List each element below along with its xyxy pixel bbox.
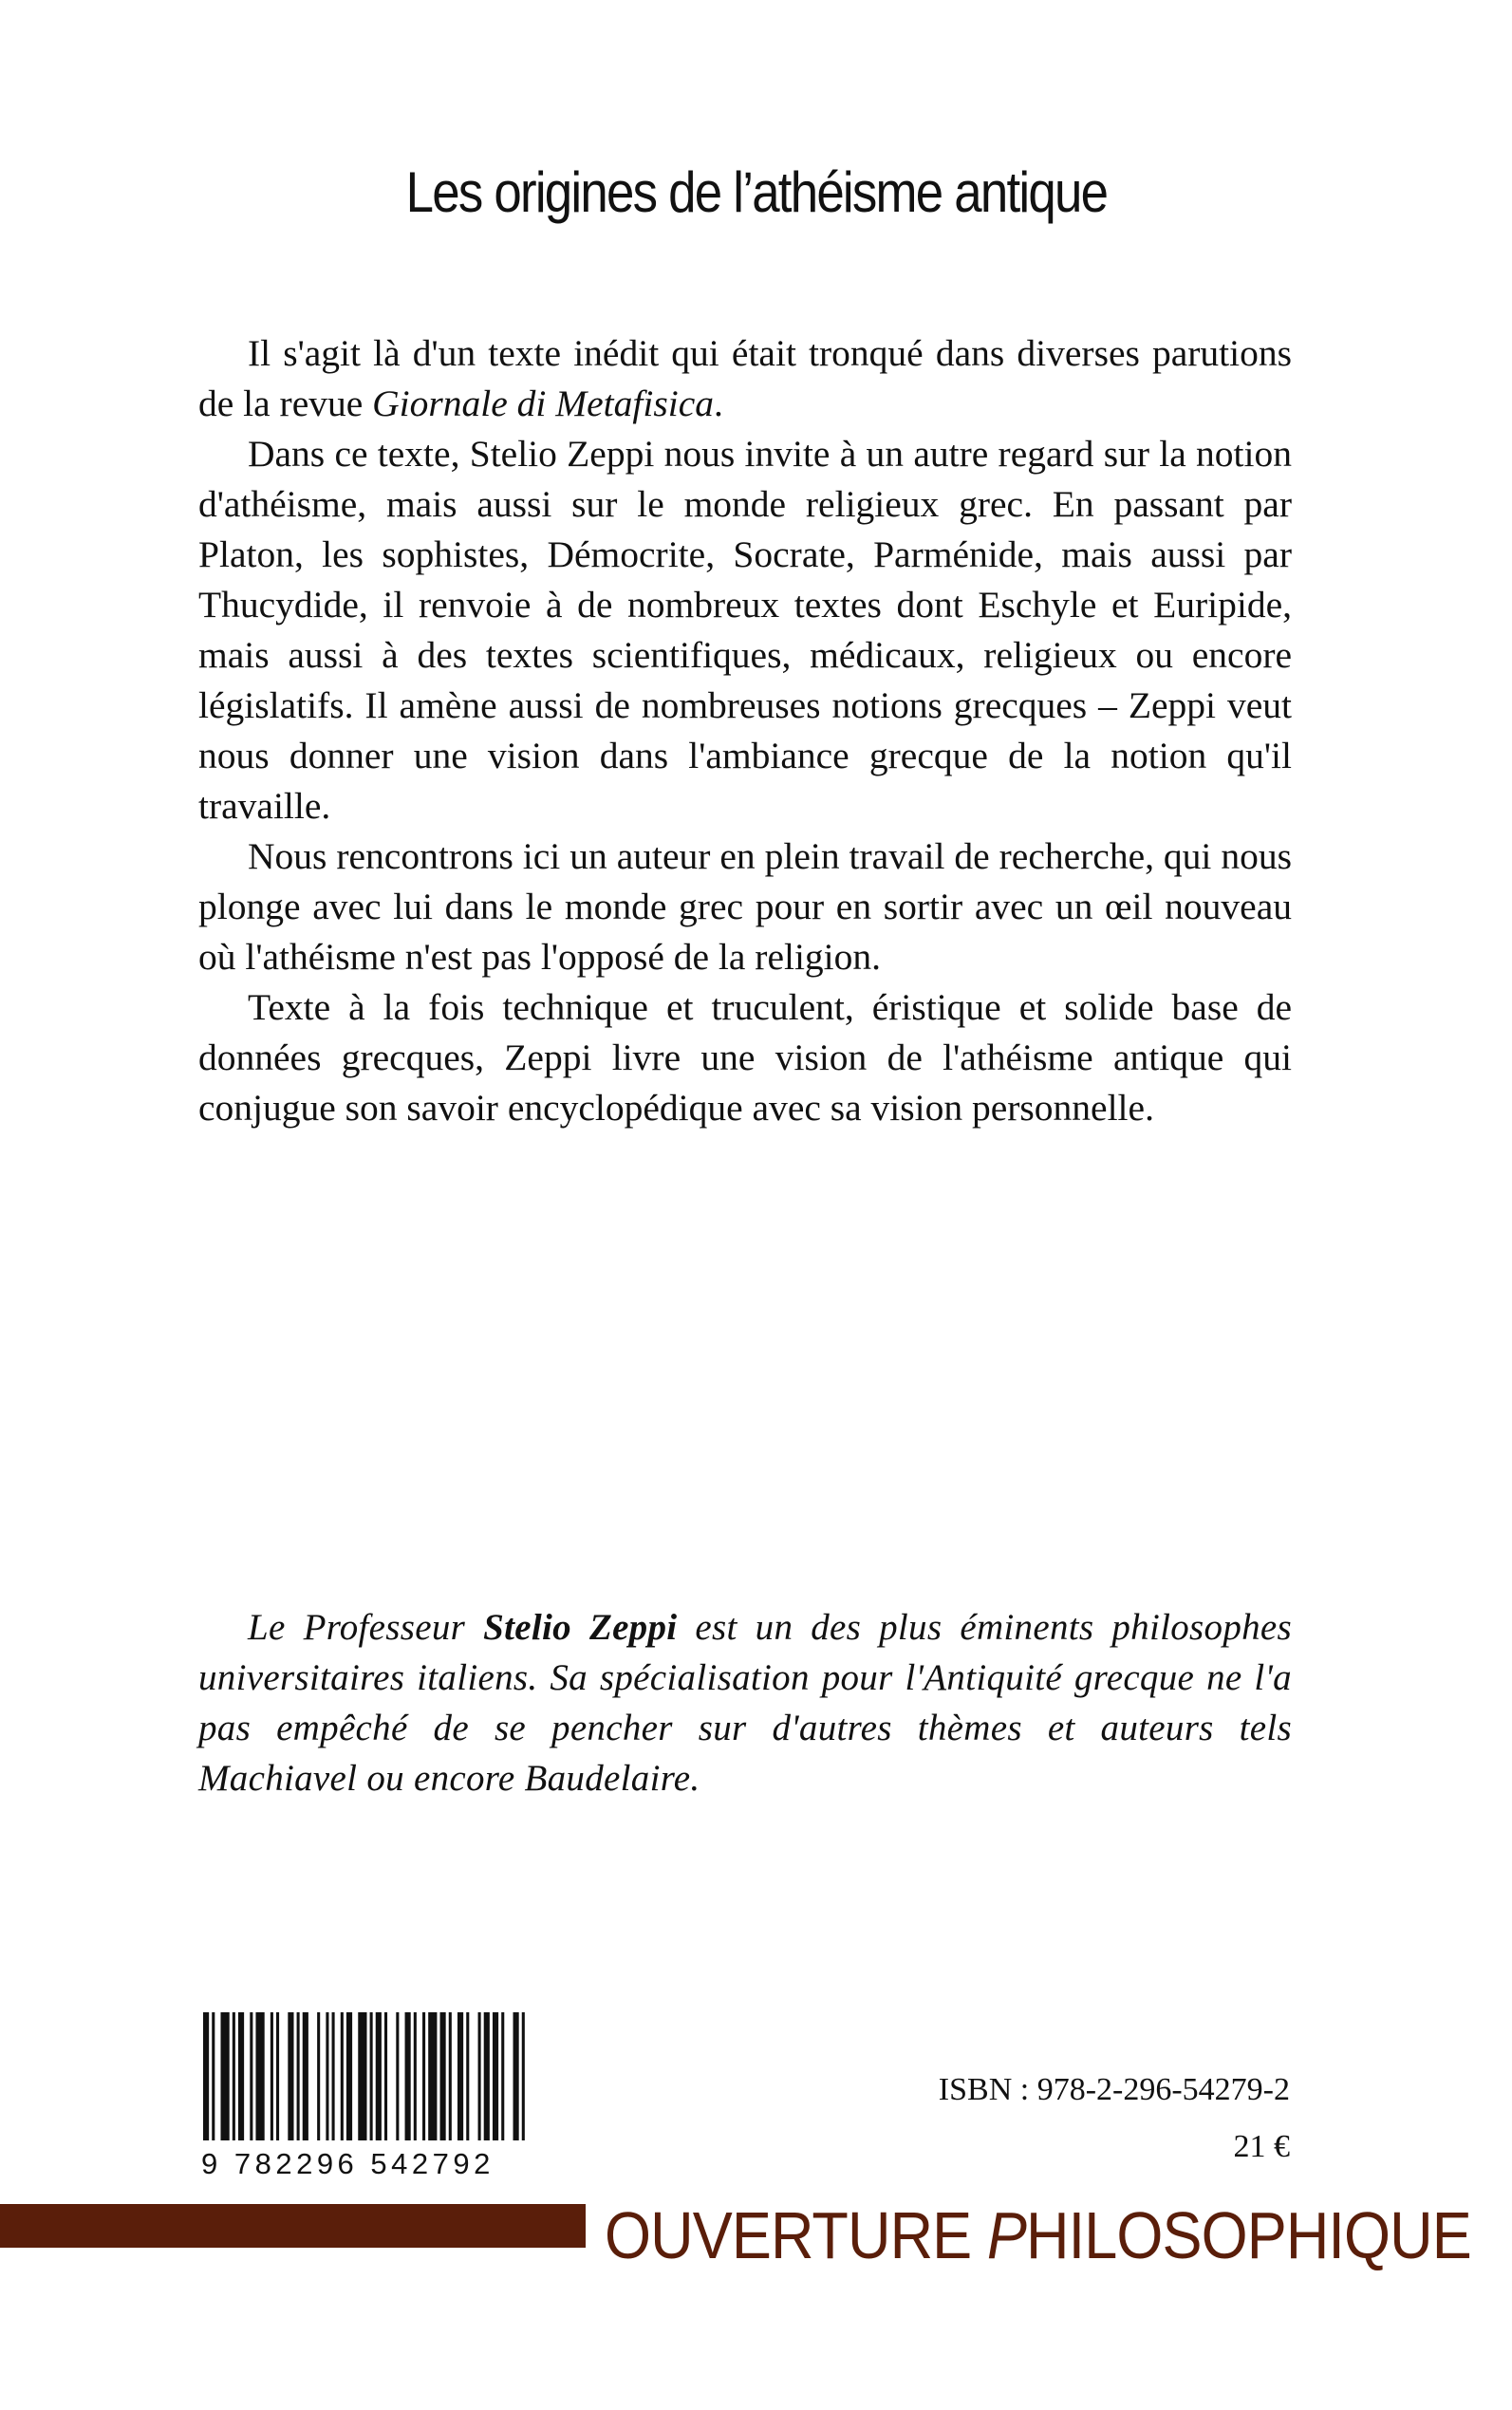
- barcode-bar: [317, 2012, 320, 2140]
- collection-part-2: HILOSOPHIQUE: [1026, 2198, 1471, 2272]
- paragraph-1-text: Il s'agit là d'un texte inédit qui était tronqué dans diverses parutions de la revue: [198, 332, 1292, 424]
- author-bio: [198, 1602, 1292, 1803]
- paragraph-1-end: .: [713, 383, 723, 424]
- barcode-bar: [271, 2012, 273, 2140]
- barcode-bar: [501, 2012, 504, 2140]
- barcode-digits: 9 782296 542792: [201, 2147, 495, 2180]
- bio-text: est un des plus éminents philosophes universitaires italiens. Sa spécialisation pour l'Antiquité grecque ne l'a pas empêché de se pencher sur d'autres thèmes et auteurs tels Machiavel ou encore Baudelaire.: [198, 1607, 1292, 1799]
- barcode-bar: [478, 2012, 481, 2140]
- barcode-bar: [522, 2012, 525, 2140]
- isbn: ISBN : 978-2-296-54279-2: [938, 2072, 1290, 2107]
- barcode-bar: [212, 2012, 215, 2140]
- barcode-bar: [341, 2012, 344, 2140]
- author-name: Stelio Zeppi: [483, 1607, 678, 1648]
- barcode-bar: [440, 2012, 446, 2140]
- collection-part-1: OUVERTURE: [605, 2198, 987, 2272]
- barcode-bar: [238, 2012, 244, 2140]
- book-title: Les origines de l’athéisme antique: [405, 160, 1108, 224]
- collection-initial: P: [986, 2198, 1027, 2272]
- collection-name: [605, 2196, 1471, 2274]
- barcode-bar: [255, 2012, 264, 2140]
- price: 21 €: [1233, 2129, 1290, 2164]
- barcode-bar: [346, 2012, 352, 2140]
- barcode-bar: [276, 2012, 279, 2140]
- barcode: [203, 2012, 531, 2140]
- back-cover-summary: [198, 328, 1292, 1133]
- barcode-bar: [484, 2012, 490, 2140]
- barcode-bar: [370, 2012, 373, 2140]
- barcode-bar: [493, 2012, 498, 2140]
- collection-bar: [0, 2204, 586, 2248]
- paragraph-2: Dans ce texte, Stelio Zeppi nous invite à un autre regard sur la notion d'athéisme, mais aussi sur le monde religieux grec. En passant par Platon, les sophistes, Démocrite, Socrate, Parménide, mais aussi par Thucydide, il renvoie à de nombreux textes dont Eschyle et Euripide, mais aussi à des textes scientifiques, médicaux, religieux ou encore législatifs. Il amène aussi de nombreuses notions grecques – Zeppi veut nous donner une vision dans l'ambiance grecque de la notion qu'il travaille.: [198, 433, 1292, 827]
- barcode-bar: [376, 2012, 382, 2140]
- barcode-bar: [396, 2012, 399, 2140]
- barcode-bar: [358, 2012, 366, 2140]
- journal-title: Giornale di Metafisica: [372, 383, 714, 424]
- bio-prefix: Le Professeur: [248, 1607, 484, 1648]
- barcode-bar: [303, 2012, 308, 2140]
- barcode-bar: [297, 2012, 300, 2140]
- paragraph-3: Nous rencontrons ici un auteur en plein travail de recherche, qui nous plonge avec lui dans le monde grec pour en sortir avec un œil nouveau où l'athéisme n'est pas l'opposé de la religion.: [198, 835, 1292, 978]
- barcode-bar: [288, 2012, 293, 2140]
- barcode-bar: [233, 2012, 235, 2140]
- barcode-bar: [428, 2012, 437, 2140]
- barcode-bar: [250, 2012, 252, 2140]
- barcode-bar: [332, 2012, 335, 2140]
- paragraph-4: Texte à la fois technique et truculent, éristique et solide base de données grecques, Zeppi livre une vision de l'athéisme antique qui conjugue son savoir encyclopédique avec sa vision personnelle.: [198, 986, 1292, 1129]
- barcode-bar: [449, 2012, 452, 2140]
- paragraph-1: [198, 328, 1292, 429]
- barcode-bar: [457, 2012, 463, 2140]
- barcode-bar: [220, 2012, 229, 2140]
- barcode-bar: [203, 2012, 209, 2140]
- barcode-bar: [422, 2012, 425, 2140]
- barcode-bar: [326, 2012, 328, 2140]
- barcode-bar: [405, 2012, 411, 2140]
- barcode-bar: [414, 2012, 417, 2140]
- barcode-bar: [513, 2012, 519, 2140]
- barcode-bar: [384, 2012, 387, 2140]
- barcode-bar: [466, 2012, 469, 2140]
